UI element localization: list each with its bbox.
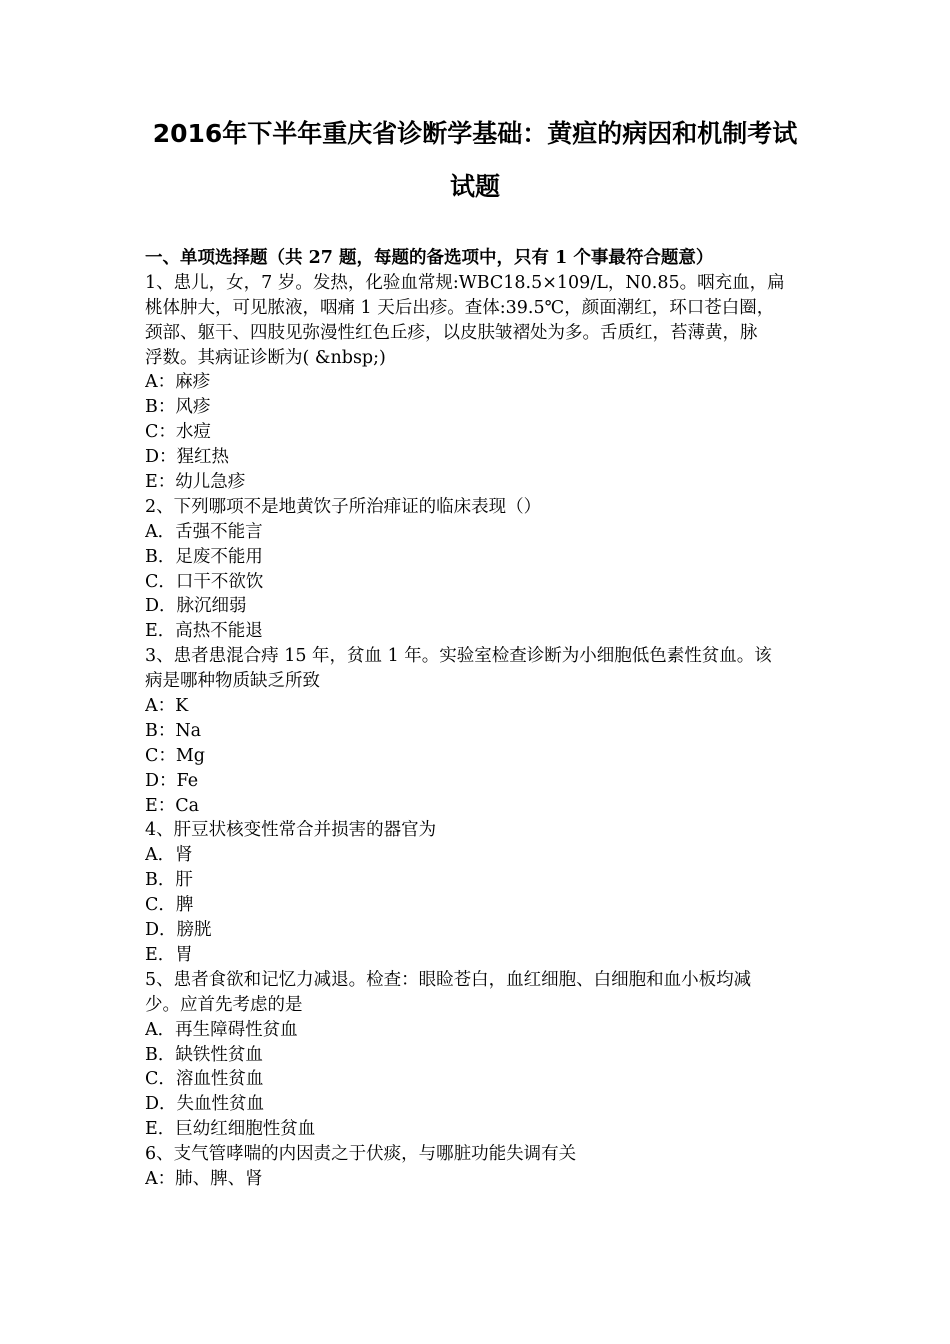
answer-option: E：幼儿急疹 (145, 472, 246, 493)
answer-option: C．溶血性贫血 (145, 1069, 264, 1090)
answer-option: E．高热不能退 (145, 621, 263, 642)
answer-option: E．巨幼红细胞性贫血 (145, 1119, 316, 1140)
question-stem-line: 颈部、躯干、四肢见弥漫性红色丘疹，以皮肤皱褶处为多。舌质红，苔薄黄，脉 (145, 322, 758, 343)
answer-option: E．胃 (145, 944, 193, 965)
answer-option: B．肝 (145, 870, 193, 891)
answer-option: D．脉沉细弱 (145, 596, 247, 617)
question-6 (145, 1142, 815, 1192)
question-stem-line: 少。应首先考虑的是 (145, 994, 303, 1015)
question-stem-line: 5、患者食欲和记忆力减退。检查：眼睑苍白，血红细胞、白细胞和血小板均减 (145, 969, 752, 990)
answer-option: D：猩红热 (145, 447, 230, 468)
question-stem-line: 6、支气管哮喘的内因责之于伏痰，与哪脏功能失调有关 (145, 1144, 577, 1165)
question-4 (145, 818, 815, 967)
answer-option: B：风疹 (145, 397, 211, 418)
answer-option: A．肾 (145, 845, 193, 866)
answer-option: D．失血性贫血 (145, 1094, 265, 1115)
answer-option: E：Ca (145, 795, 200, 816)
answer-option: D：Fe (145, 770, 199, 791)
question-2 (145, 495, 815, 644)
answer-option: A．舌强不能言 (145, 521, 263, 542)
answer-option: C：水痘 (145, 422, 211, 443)
question-stem-line: 浮数。其病证诊断为( &nbsp;) (145, 347, 386, 368)
question-stem-line: 2、下列哪项不是地黄饮子所治痱证的临床表现（） (145, 496, 542, 517)
answer-option: C：Mg (145, 745, 206, 766)
answer-option: B．缺铁性贫血 (145, 1044, 263, 1065)
answer-option: C．口干不欲饮 (145, 571, 264, 592)
answer-option: A：麻疹 (145, 372, 211, 393)
answer-option: A：K (145, 696, 189, 717)
question-stem-line: 病是哪种物质缺乏所致 (145, 671, 320, 692)
answer-option: D．膀胱 (145, 920, 212, 941)
answer-option: B：Na (145, 720, 202, 741)
answer-option: B．足废不能用 (145, 546, 263, 567)
question-stem-line: 1、患儿，女，7 岁。发热，化验血常规:WBC18.5×109/L，N0.85。咽充血，扁 (145, 272, 785, 293)
question-stem-line: 4、肝豆状核变性常合并损害的器官为 (145, 820, 437, 841)
section-heading: 一、单项选择题（共 27 题，每题的备选项中，只有 1 个事最符合题意） (145, 248, 714, 268)
answer-option: A：肺、脾、肾 (145, 1168, 263, 1189)
document-body (145, 246, 815, 1192)
question-stem-line: 3、患者患混合痔 15 年，贫血 1 年。实验室检查诊断为小细胞低色素性贫血。该 (145, 646, 772, 667)
answer-option: C．脾 (145, 895, 194, 916)
question-stem-line: 桃体肿大，可见脓液，咽痛 1 天后出疹。查体:39.5℃，颜面潮红，环口苍白圈， (145, 297, 775, 318)
document-title-line-2: 试题 (449, 172, 500, 201)
question-5 (145, 968, 815, 1142)
answer-option: A．再生障碍性贫血 (145, 1019, 298, 1040)
question-3 (145, 644, 815, 818)
document-title-line-1: 2016年下半年重庆省诊断学基础：黄疸的病因和机制考试 (152, 119, 798, 148)
question-1 (145, 271, 815, 495)
